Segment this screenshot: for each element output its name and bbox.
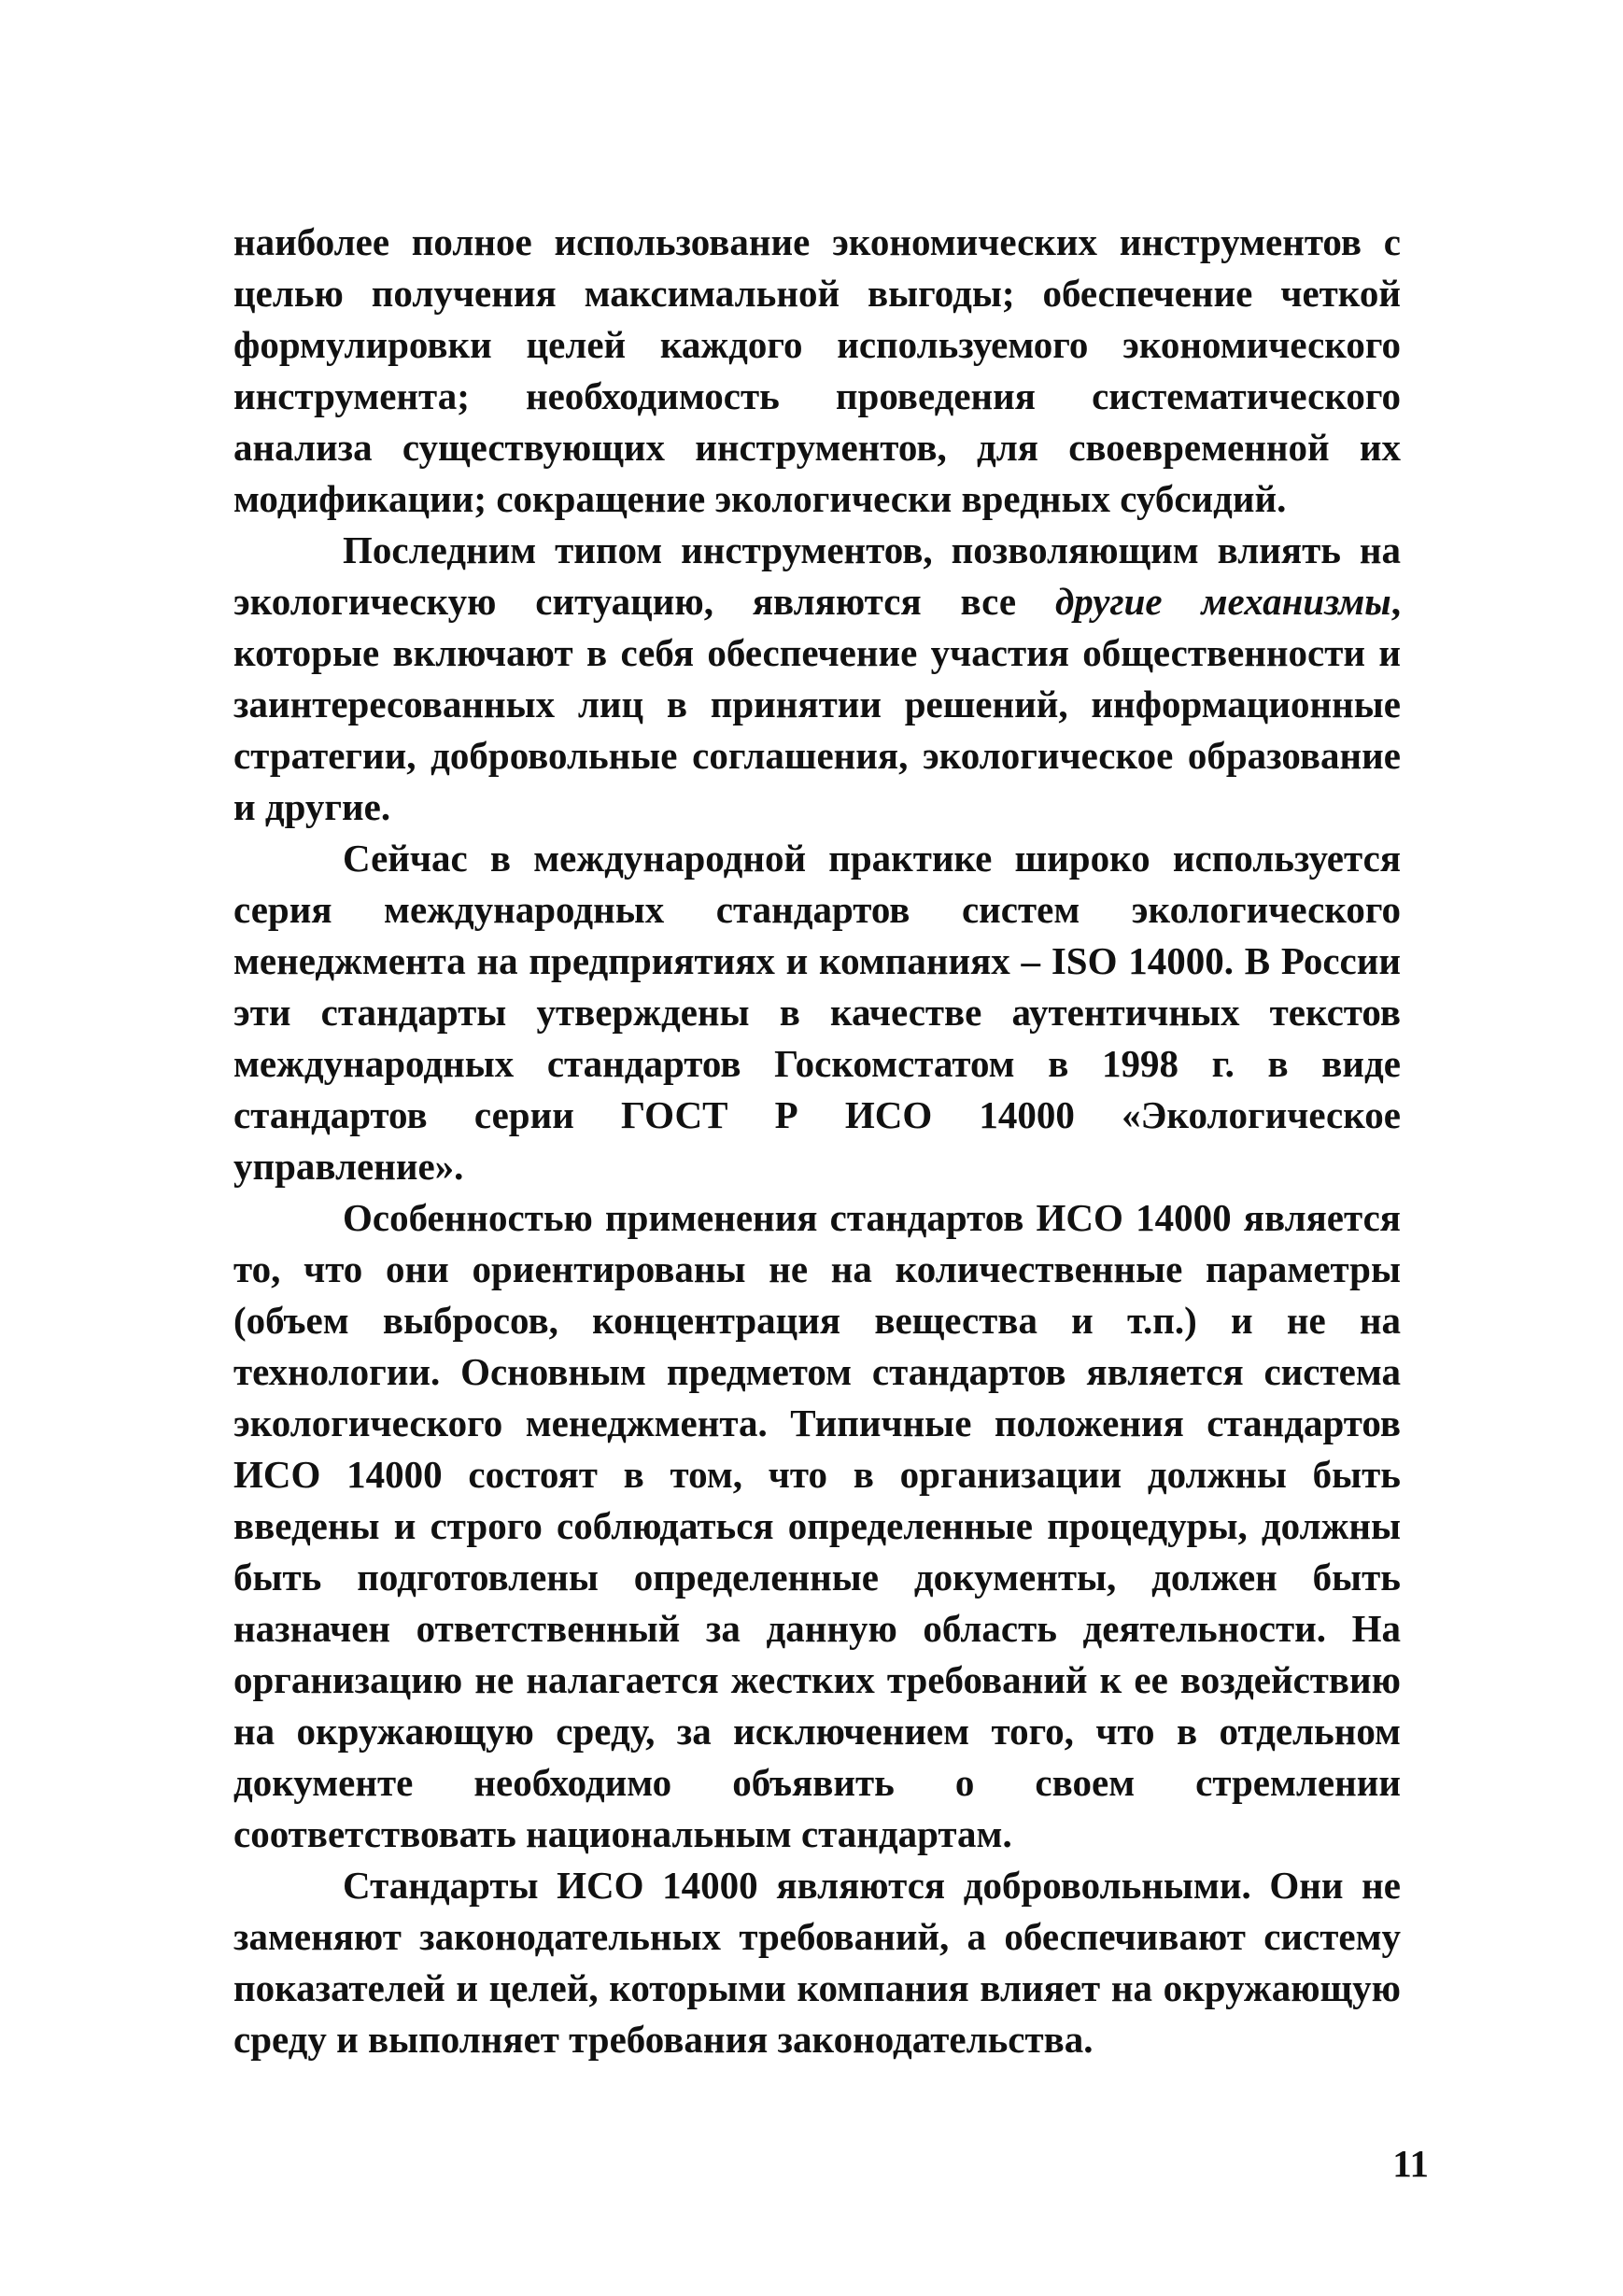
paragraph-iso-14000-series: Сейчас в международной практике широко используется серия международных стандартов систем экологического менеджмента на предприятиях и компаниях – ISO 14000. В России эти стандарты утверждены в качестве аутентичных текстов международных стандартов Госкомстатом в 1998 г. в виде стандартов серии ГОСТ Р ИСО 14000 «Экологическое управление». <box>233 837 1401 1188</box>
paragraph-continuation: наиболее полное использование экономических инструментов с целью получения максимальной выгоды; обеспечение четкой формулировки целей каждого используемого экономического инструмента; необходимость проведения систематического анализа существующих инструментов, для своевременной их модификации; сокращение экологически вредных субсидий. <box>233 220 1401 520</box>
paragraph-other-mechanisms <box>233 525 1401 833</box>
emphasized-term: другие механизмы <box>1054 580 1391 623</box>
paragraph-voluntary-standards: Стандарты ИСО 14000 являются добровольными. Они не заменяют законодательных требований, а обеспечивают систему показателей и целей, которыми компания влияет на окружающую среду и выполняет требования законодательства. <box>233 1864 1401 2061</box>
body-text <box>233 217 1401 2065</box>
paragraph-iso-features: Особенностью применения стандартов ИСО 14000 является то, что они ориентированы не на количественные параметры (объем выбросов, концентрация вещества и т.п.) и не на технологии. Основным предметом стандартов является система экологического менеджмента. Типичные положения стандартов ИСО 14000 состоят в том, что в организации должны быть введены и строго соблюдаться определенные процедуры, должны быть подготовлены определенные документы, должен быть назначен ответственный за данную область деятельности. На организацию не налагается жестких требований к ее воздействию на окружающую среду, за исключением того, что в отдельном документе необходимо объявить о своем стремлении соответствовать национальным стандартам. <box>233 1196 1401 1855</box>
paragraph-text: Последним типом инструментов, позволяющим влиять на экологическую ситуацию, являются все <box>233 528 1401 623</box>
paragraph-text: , которые включают в себя обеспечение участия общественности и заинтересованных лиц в принятии решений, информационные стратегии, добровольные соглашения, экологическое образование и другие. <box>233 580 1401 828</box>
page-number: 11 <box>1392 2142 1429 2185</box>
